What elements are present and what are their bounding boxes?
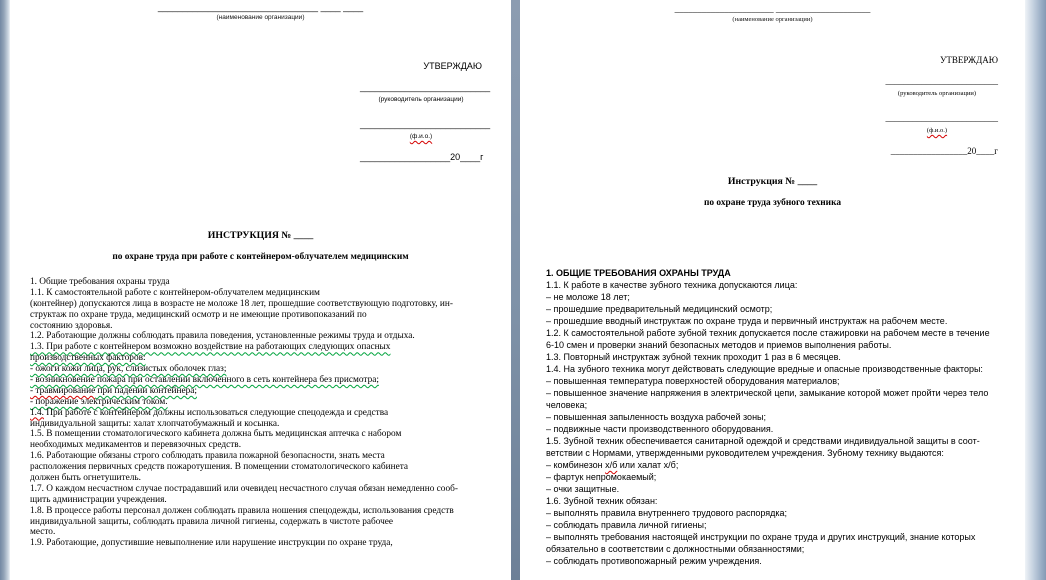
document-line: 1.4. На зубного техника могут действовать следующие вредные и опасные производственные факторы: <box>546 364 983 374</box>
document-line: место. <box>30 527 56 538</box>
document-line: 1.1. К работе в качестве зубного техника допускаются лица: <box>546 280 798 290</box>
document-line: необходимых медикаментов и перевязочных средств. <box>30 440 242 451</box>
document-line: индивидуальной защиты: халат хлопчатобумажный и косынка. <box>30 418 280 429</box>
document-line: обязательно в соответствии с должностными обязанностями; <box>546 544 805 554</box>
document-body <box>546 267 1012 567</box>
approve-label: УТВЕРЖДАЮ <box>423 61 482 71</box>
document-line: 1. Общие требования охраны труда <box>30 277 170 287</box>
document-line: – повышенная запыленность воздуха рабочей зоны; <box>546 412 767 422</box>
document-line: – очки защитные. <box>546 484 620 494</box>
organization-name-block <box>10 1 511 22</box>
document-line: – прошедшие предварительный медицинский осмотр; <box>546 304 773 314</box>
document-title-block <box>10 230 511 263</box>
name-caption: (ф.и.о.) <box>409 133 433 140</box>
document-line: 1.7. О каждом несчастном случае пострадавший или очевидец несчастного случая обязан немедленно сооб- <box>30 483 458 494</box>
organization-name-line: ________________________________ ____ ____ <box>157 2 364 12</box>
document-line: – комбинезон х/б или халат х/б; <box>546 460 679 470</box>
document-subtitle: по охране труда при работе с контейнером-облучателем медицинским <box>112 252 409 262</box>
document-line: - ожоги кожи лица, рук, слизистых оболочек глаз; <box>30 364 227 375</box>
document-line: должен быть огнетушитель. <box>30 473 141 484</box>
document-line: структаж по охране труда, медицинский осмотр и не имеющие противопоказаний по <box>30 309 367 320</box>
document-line: – не моложе 18 лет; <box>546 292 630 302</box>
organization-name-caption: (наименование организации) <box>732 16 813 23</box>
signature-caption: (руководитель организации) <box>378 96 464 103</box>
document-line: 1.5. Зубной техник обеспечивается санитарной одеждой и средствами индивидуальной защиты в соот- <box>546 436 980 446</box>
signature-caption: (руководитель организации) <box>897 90 977 97</box>
document-line: ветствии с Нормами, утвержденными руководителем учреждения. Зубному технику выдаются: <box>546 448 944 458</box>
document-line: 1.6. Зубной техник обязан: <box>546 496 658 506</box>
signature-line: _________________________ <box>885 76 998 86</box>
approval-block <box>876 54 998 157</box>
document-line: 1. ОБЩИЕ ТРЕБОВАНИЯ ОХРАНЫ ТРУДА <box>546 268 731 278</box>
document-line: 1.2. Работающие должны соблюдать правила поведения, установленные режимы труда и отдыха. <box>30 331 415 342</box>
document-body <box>30 277 492 549</box>
date-line: __________________20____г <box>360 152 484 162</box>
document-line: 1.5. В помещении стоматологического кабинета должна быть медицинская аптечка с набором <box>30 429 402 440</box>
organization-name-line: ______________________ _____________________ <box>674 4 871 14</box>
name-caption: (ф.и.о.) <box>926 127 948 134</box>
document-line: – повышенное значение напряжения в электрической цепи, замыкание которой может пройти через тело <box>546 388 989 398</box>
document-line: - травмирование при падении контейнера; <box>30 385 197 396</box>
organization-name-block <box>520 3 1025 24</box>
document-line: 1.4. При работе с контейнером должны использоваться следующие спецодежда и средства <box>30 407 389 418</box>
document-line: 1.6. Работающие обязаны строго соблюдать правила пожарной безопасности, знать места <box>30 451 385 462</box>
app-background-left-edge <box>0 0 10 580</box>
document-title-block <box>520 176 1025 209</box>
document-line: 1.3. Повторный инструктаж зубной техник проходит 1 раз в 6 месяцев. <box>546 352 841 362</box>
document-line: 6-10 смен и проверки знаний безопасных методов и приемов выполнения работы. <box>546 340 892 350</box>
document-line: – соблюдать правила личной гигиены; <box>546 520 707 530</box>
document-line: 1.3. При работе с контейнером возможно воздействие на работающих следующих опасных <box>30 342 391 353</box>
document-line: – соблюдать противопожарный режим учреждения. <box>546 556 762 566</box>
page-gap <box>511 0 520 580</box>
document-page-right[interactable] <box>520 0 1025 580</box>
document-line: – подвижные части производственного оборудования. <box>546 424 774 434</box>
document-line: 1.1. К самостоятельной работе с контейнером-облучателем медицинским <box>30 287 320 298</box>
signature-line: __________________________ <box>360 82 491 92</box>
document-line: производственных факторов: <box>30 353 146 364</box>
signature-line: _________________________ <box>885 113 998 123</box>
approval-block <box>360 60 491 163</box>
document-line: – выполнять требования настоящей инструкции по охране труда и других инструкций, знание которых <box>546 532 976 542</box>
document-line: - возникновение пожара при оставлении включенного в сеть контейнера без присмотра; <box>30 375 379 386</box>
document-line: – прошедшие вводный инструктаж по охране труда и первичный инструктаж на рабочем месте. <box>546 316 948 326</box>
document-line: 1.8. В процессе работы персонал должен соблюдать правила ношения спецодежды, использования средств <box>30 505 454 516</box>
date-line: _________________20____г <box>890 146 998 156</box>
document-line: - поражение электрическим током. <box>30 396 168 407</box>
document-line: – выполнять правила внутреннего трудового распорядка; <box>546 508 788 518</box>
document-line: 1.2. К самостоятельной работе зубной техник допускается после стажировки на рабочем месте в течение <box>546 328 990 338</box>
document-line: расположения первичных средств пожаротушения. В помещении стоматологического кабинета <box>30 462 409 473</box>
signature-line: __________________________ <box>360 119 491 129</box>
document-line: человека; <box>546 400 588 410</box>
document-line: состоянию здоровья. <box>30 320 113 331</box>
document-page-left[interactable] <box>10 0 511 580</box>
document-title: ИНСТРУКЦИЯ № ____ <box>207 230 314 241</box>
document-line: (контейнер) допускаются лица в возрасте не моложе 18 лет, прошедшие соответствующую подготовку, ин- <box>30 298 453 309</box>
document-line: индивидуальной защиты, соблюдать правила личной гигиены, содержать в чистоте рабочее <box>30 516 394 527</box>
organization-name-caption: (наименование организации) <box>216 14 305 21</box>
document-line: – повышенная температура поверхностей оборудования материалов; <box>546 376 840 386</box>
app-background-right-edge <box>1025 0 1046 580</box>
approve-label: УТВЕРЖДАЮ <box>939 55 998 65</box>
document-title: Инструкция № ____ <box>727 176 818 187</box>
document-subtitle: по охране труда зубного техника <box>703 198 842 208</box>
document-line: – фартук непромокаемый; <box>546 472 657 482</box>
document-line: 1.9. Работающие, допустившие невыполнение или нарушение инструкции по охране труда, <box>30 538 393 549</box>
document-line: щить администрации учреждения. <box>30 494 167 505</box>
